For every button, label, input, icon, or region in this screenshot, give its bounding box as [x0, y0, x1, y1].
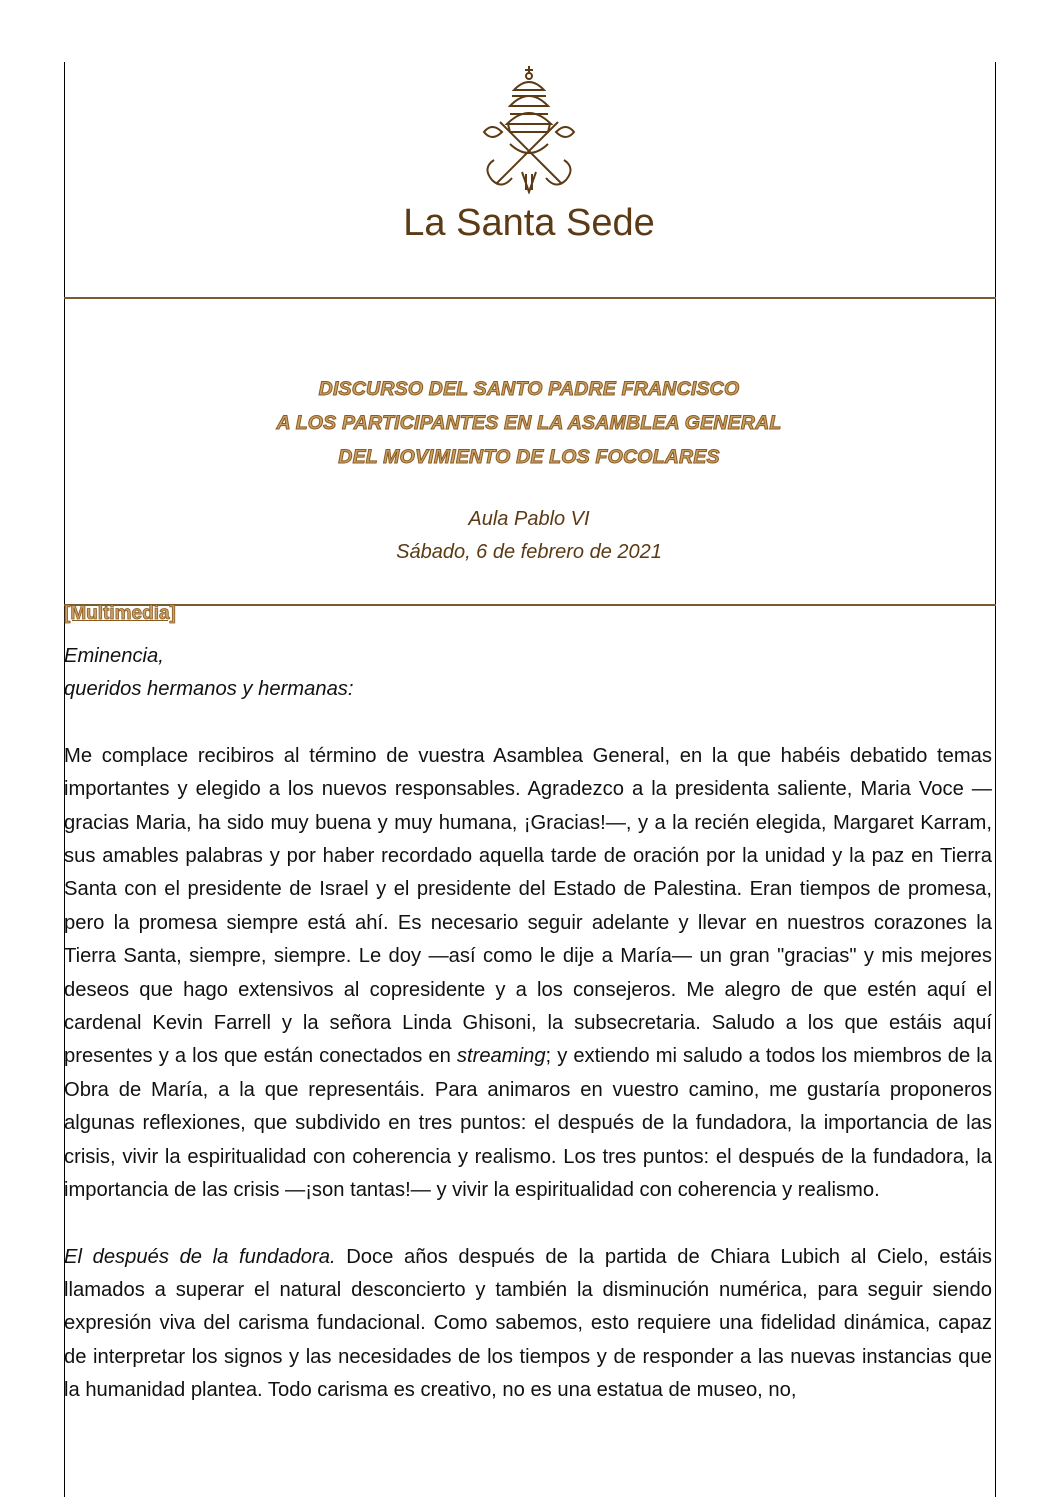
event-place: Aula Pablo VI: [468, 508, 590, 530]
paragraph-1-text-b: ; y extiendo mi saludo a todos los miembros de la Obra de María, a la que representáis. Para animaros en vuestro camino, me gustaría proponeros algunas reflexiones, que subdivido en tres puntos: el después de la fundadora, la importancia de las crisis, vivir la espiritualidad con coherencia y realismo. Los tres puntos: el después de la fundadora, la importancia de las crisis —¡son tantas!— y vivir la espiritualidad con coherencia y realismo.: [64, 1045, 992, 1202]
paragraph-1-text-a: Me complace recibiros al término de vuestra Asamblea General, en la que habéis debatido temas importantes y elegido a los nuevos responsables. Agradezco a la presidenta saliente, Maria Voce —gracias Maria, ha sido muy buena y muy humana, ¡Gracias!—, y a la recién elegida, Margaret Karram, sus amables palabras y por haber recordado aquella tarde de oración por la unidad y la paz en Tierra Santa con el presidente de Israel y el presidente del Estado de Palestina. Eran tiempos de promesa, pero la promesa siempre está ahí. Es necesario seguir adelante y llevar en nuestros corazones la Tierra Santa, siempre, siempre. Le doy —así como le dije a María— un gran "gracias" y mis mejores deseos que hago extensivos al copresidente y a los consejeros. Me alegro de que estén aquí el cardenal Kevin Farrell y la señora Linda Ghisoni, la subsecretaria. Saludo a los que estáis aquí presentes y a los que están conectados en: [64, 744, 992, 1068]
document-title: [64, 372, 994, 474]
site-title: La Santa Sede: [403, 202, 655, 244]
paragraph-1: [64, 740, 992, 1208]
paragraph-2-heading: El después de la fundadora.: [64, 1245, 336, 1268]
speech-body: [64, 640, 992, 1408]
paragraph-2: [64, 1241, 992, 1408]
event-info: [64, 503, 994, 569]
title-line-2: A LOS PARTICIPANTES EN LA ASAMBLEA GENERAL: [276, 412, 782, 434]
paragraph-2-text: Doce años después de la partida de Chiara Lubich al Cielo, estáis llamados a superar el natural desconcierto y también la disminución numérica, para seguir siendo expresión viva del carisma fundacional. Como sabemos, esto requiere una fidelidad dinámica, capaz de interpretar los signos y las necesidades de los tiempos y de responder a las nuevas instancias que la humanidad plantea. Todo carisma es creativo, no es una estatua de museo, no,: [64, 1245, 992, 1402]
title-divider: [64, 604, 996, 606]
paragraph-1-italic: streaming: [456, 1045, 546, 1068]
title-line-1: DISCURSO DEL SANTO PADRE FRANCISCO: [318, 378, 740, 400]
event-date: Sábado, 6 de febrero de 2021: [396, 541, 662, 563]
multimedia-link[interactable]: [Multimedia]: [64, 603, 176, 624]
header-divider: [64, 297, 996, 299]
salutation-line-1: Eminencia,: [64, 645, 164, 667]
title-line-3: DEL MOVIMIENTO DE LOS FOCOLARES: [338, 446, 720, 468]
salutation-line-2: queridos hermanos y hermanas:: [64, 678, 354, 701]
holy-see-emblem-icon: [470, 62, 588, 194]
